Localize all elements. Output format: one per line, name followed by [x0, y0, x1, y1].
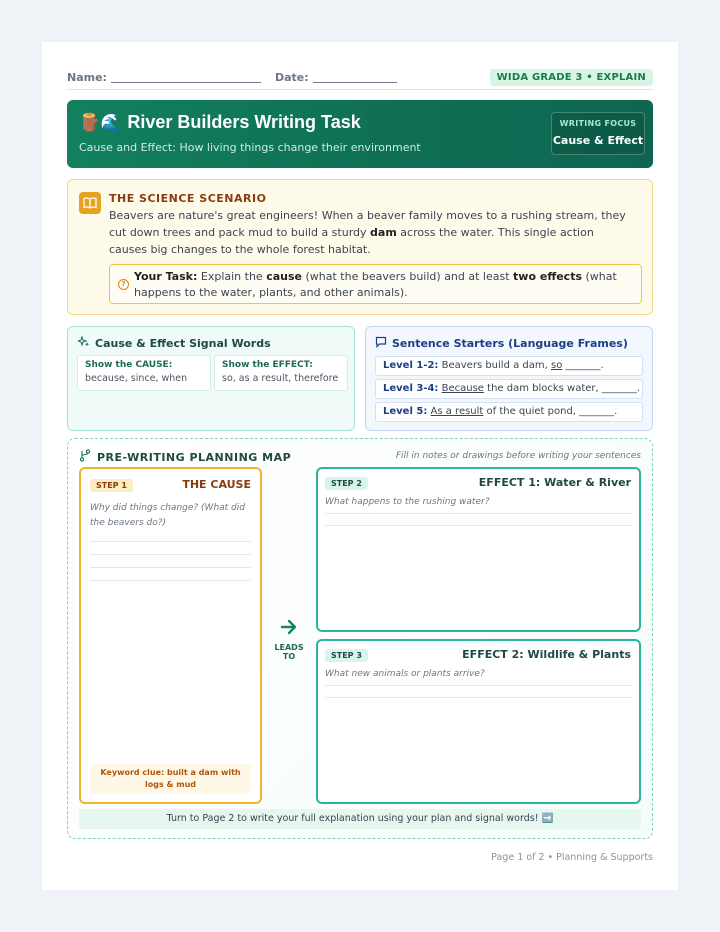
writing-line	[90, 580, 251, 581]
effect-words-label: Show the EFFECT:	[222, 360, 313, 370]
cause-words-label: Show the CAUSE:	[85, 360, 173, 370]
next-page-banner	[79, 809, 641, 829]
signal-words-heading: Cause & Effect Signal Words	[78, 336, 271, 351]
writing-line	[325, 685, 632, 686]
sparkle-icon	[78, 336, 90, 351]
keyword-clue: Keyword clue: built a dam with logs & mud	[90, 764, 251, 794]
writing-focus-label: WRITING FOCUS	[559, 119, 637, 128]
page-number: Page 1 of 2 • Planning & Supports	[491, 852, 653, 863]
next-page-text: Turn to Page 2 to write your full explanation using your plan and signal words!	[166, 813, 539, 824]
step-3-tag: STEP 3	[325, 649, 368, 662]
speech-bubble-icon	[375, 336, 387, 351]
effect-words-list: so, as a result, therefore	[222, 373, 339, 384]
log-wave-emoji: 🪵🌊	[79, 112, 122, 132]
title-text: River Builders Writing Task	[127, 112, 361, 132]
planning-map	[67, 438, 653, 839]
task-text: Your Task: Explain the cause (what the beavers build) and at least two effects (what happens to the water, plants, and other animals).	[134, 270, 617, 299]
leads-to-label: LEADS TO	[274, 643, 304, 661]
step-2-tag: STEP 2	[325, 477, 368, 490]
name-field[interactable]	[111, 73, 261, 83]
writing-line	[325, 513, 632, 514]
cause-box[interactable]	[79, 467, 262, 804]
date-label: Date:	[274, 71, 309, 84]
writing-line	[90, 554, 251, 555]
frame-level-3-4: Level 3-4: Because the dam blocks water, _______.	[375, 379, 643, 399]
frame-level-5: Level 5: As a result of the quiet pond, _______.	[375, 402, 643, 422]
cause-words-list: because, since, when	[85, 373, 188, 384]
planning-map-heading: PRE-WRITING PLANNING MAP	[79, 449, 291, 465]
effect-1-box[interactable]	[316, 467, 641, 632]
writing-focus-value: Cause & Effect	[552, 134, 644, 147]
page-subtitle: Cause and Effect: How living things change their environment	[79, 141, 421, 154]
writing-line	[90, 541, 251, 542]
cause-title: THE CAUSE	[182, 478, 251, 491]
title-banner	[67, 100, 653, 168]
effect-2-title: EFFECT 2: Wildlife & Plants	[462, 648, 631, 661]
leads-to-connector	[268, 619, 310, 661]
arrow-right-emoji: ➡️	[541, 813, 554, 824]
science-scenario	[67, 179, 653, 315]
effect-2-box[interactable]	[316, 639, 641, 804]
cause-words-card	[77, 355, 211, 391]
name-label: Name:	[67, 71, 107, 84]
sentence-starters-panel	[365, 326, 653, 431]
signal-words-panel	[67, 326, 355, 431]
page-title	[79, 112, 361, 133]
student-info-line	[67, 66, 653, 90]
question-icon: ?	[118, 279, 129, 290]
book-icon	[79, 192, 101, 214]
cause-prompt: Why did things change? (What did the beavers do?)	[90, 503, 245, 528]
scenario-heading: THE SCIENCE SCENARIO	[109, 192, 267, 205]
arrow-right-icon	[280, 620, 298, 639]
effect-1-prompt: What happens to the rushing water?	[325, 497, 490, 507]
task-box	[109, 264, 642, 304]
planning-map-note: Fill in notes or drawings before writing your sentences	[395, 451, 641, 461]
branch-icon	[79, 449, 91, 465]
effect-1-title: EFFECT 1: Water & River	[478, 476, 631, 489]
worksheet-page	[42, 42, 678, 890]
keyword-dam: dam	[370, 226, 397, 239]
effect-2-prompt: What new animals or plants arrive?	[325, 669, 485, 679]
effect-words-card	[214, 355, 348, 391]
writing-line	[90, 567, 251, 568]
step-1-tag: STEP 1	[90, 479, 133, 492]
scenario-text: Beavers are nature's great engineers! When a beaver family moves to a rushing stream, they cut down trees and pack mud to build a sturdy dam across the water. This single action causes big changes to the whole forest habitat.	[109, 209, 626, 256]
writing-focus-box	[551, 112, 645, 155]
level-badge: WIDA GRADE 3 • EXPLAIN	[490, 69, 653, 86]
date-field[interactable]	[313, 73, 397, 83]
frame-level-1-2: Level 1-2: Beavers build a dam, so _______.	[375, 356, 643, 376]
sentence-starters-heading: Sentence Starters (Language Frames)	[375, 336, 628, 351]
writing-line	[325, 697, 632, 698]
writing-line	[325, 525, 632, 526]
